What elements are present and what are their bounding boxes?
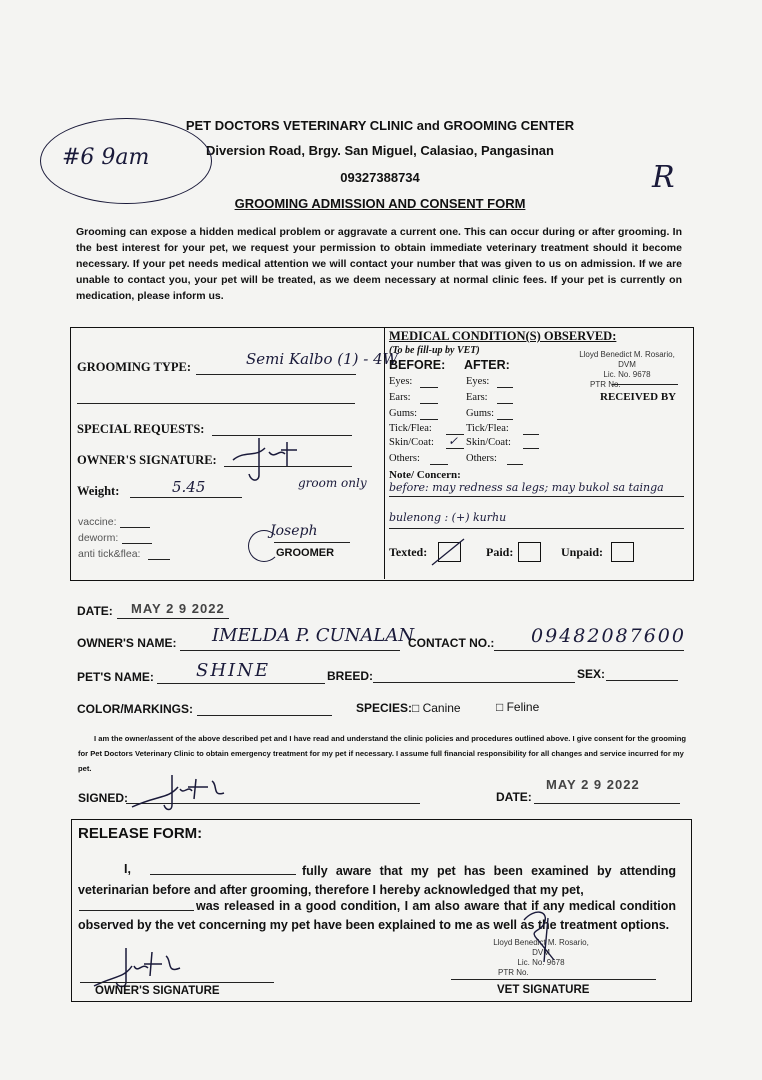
signed-date-stamp: MAY 2 9 2022: [546, 777, 640, 792]
vaccine-label: vaccine:: [78, 516, 117, 528]
skin-coat-checkmark: ✓: [448, 434, 459, 448]
pet-name-label: PET'S NAME:: [77, 670, 154, 684]
breed-label: BREED:: [327, 669, 374, 683]
species-feline[interactable]: □ Feline: [496, 700, 540, 714]
vet-stamp: Lloyd Benedict M. Rosario, DVM Lic. No. 9678 PTR No.: [579, 350, 675, 389]
note-label: Note/ Concern:: [389, 469, 461, 481]
sex-label: SEX:: [577, 667, 606, 681]
intro-paragraph: Grooming can expose a hidden medical problem or aggravate a current one. This can occur during or after grooming. In the best interest for your pet, we request your permission to obtain immediate veterinary treatment should it become necessary. If your pet needs medical attention we will contact your number that was given to us on admission. If we are unable to contact you, your pet will be treated, as we deem necessary at normal clinic fees. If your pet is currently on medication, please inform us.: [76, 226, 682, 302]
color-markings-label: COLOR/MARKINGS:: [77, 702, 193, 716]
paid-checkbox[interactable]: [518, 542, 541, 562]
grooming-type-value: Semi Kalbo (1) - 4W: [246, 350, 399, 368]
date-label: DATE:: [77, 604, 113, 618]
unpaid-label: Unpaid:: [561, 545, 604, 559]
before-row: Tick/Flea:: [389, 423, 432, 434]
grooming-type-label: GROOMING TYPE:: [77, 360, 192, 374]
signed-signature-scribble: [128, 765, 238, 815]
release-title: RELEASE FORM:: [78, 825, 203, 842]
groomer-label: GROOMER: [276, 547, 335, 559]
texted-label: Texted:: [389, 545, 428, 559]
medical-title: MEDICAL CONDITION(S) OBSERVED:: [389, 329, 617, 343]
species-canine[interactable]: □ Canine: [412, 701, 461, 715]
annotation-time: #6 9am: [62, 145, 150, 170]
before-row: Gums:: [389, 408, 418, 419]
medical-subtitle: (To be fill-up by VET): [389, 345, 480, 356]
owner-signature-label: OWNER'S SIGNATURE:: [77, 453, 217, 467]
after-row: Others:: [466, 453, 497, 464]
vet-signature-label: VET SIGNATURE: [497, 984, 590, 996]
deworm-label: deworm:: [78, 532, 119, 544]
anti-tick-label: anti tick&flea:: [78, 548, 141, 560]
release-vet-stamp: Lloyd Benedict M. Rosario, DVM Lic. No. 9678 PTR No.: [493, 938, 589, 977]
after-label: AFTER:: [464, 358, 510, 372]
vet-signature-scribble: [514, 900, 574, 970]
annotation-r: R: [652, 160, 675, 195]
signed-label: SIGNED:: [78, 791, 129, 805]
weight-value: 5.45: [172, 478, 206, 496]
after-row: Gums:: [466, 408, 495, 419]
before-row: Eyes:: [389, 376, 413, 387]
after-row: Eyes:: [466, 376, 490, 387]
groomer-name: Joseph: [270, 523, 318, 539]
unpaid-checkbox[interactable]: [611, 542, 634, 562]
clinic-name: PET DOCTORS VETERINARY CLINIC and GROOMING CENTER: [185, 118, 575, 133]
species-label: SPECIES:: [356, 701, 413, 715]
groom-only-note: groom only: [298, 476, 367, 490]
owner-name-value: IMELDA P. CUNALAN: [212, 625, 415, 646]
after-row: Tick/Flea:: [466, 423, 509, 434]
release-text-released: was released in a good condition, I am also aware that if any medical condition observed by the vet concerning my pet have been explained to me as well as the treatment options.: [78, 899, 676, 932]
contact-value: 09482087600: [531, 625, 686, 647]
before-row: Skin/Coat:: [389, 437, 434, 448]
before-label: BEFORE:: [389, 358, 446, 372]
note-line-2: bulenong : (+) kurhu: [389, 511, 507, 524]
note-line-1: before: may redness sa legs; may bukol sa tainga: [389, 481, 664, 494]
texted-checkmark: [428, 535, 468, 570]
consent-paragraph: I am the owner/assent of the above described pet and I have read and understand the clinic policies and procedures outlined above. I give consent for the grooming for Pet Doctors Veterinary Clinic to obtain emergency treatment for my pet if necessary. I assume full financial responsibility for all changes and service incurred for my pet.: [78, 734, 687, 773]
weight-label: Weight:: [77, 484, 120, 498]
signed-date-label: DATE:: [496, 790, 532, 804]
owner-name-label: OWNER'S NAME:: [77, 636, 177, 650]
owner-signature-release-label: OWNER'S SIGNATURE: [95, 985, 220, 997]
paid-label: Paid:: [486, 545, 514, 559]
before-row: Others:: [389, 453, 420, 464]
pet-name-value: SHINE: [196, 660, 271, 681]
before-row: Ears:: [389, 392, 411, 403]
contact-label: CONTACT NO.:: [408, 636, 495, 650]
special-requests-label: SPECIAL REQUESTS:: [77, 422, 205, 436]
form-title: GROOMING ADMISSION AND CONSENT FORM: [234, 196, 526, 211]
release-text-i: I,: [124, 862, 131, 876]
after-row: Skin/Coat:: [466, 437, 511, 448]
received-by-label: RECEIVED BY: [600, 391, 677, 403]
date-stamp: MAY 2 9 2022: [131, 601, 225, 616]
clinic-address: Diversion Road, Brgy. San Miguel, Calasiao, Pangasinan: [206, 143, 554, 158]
release-text-main: fully aware that my pet has been examined by attending veterinarian before and after grooming, therefore I hereby acknowledged that my pet,: [78, 864, 676, 897]
clinic-phone: 09327388734: [340, 170, 420, 185]
after-row: Ears:: [466, 392, 488, 403]
